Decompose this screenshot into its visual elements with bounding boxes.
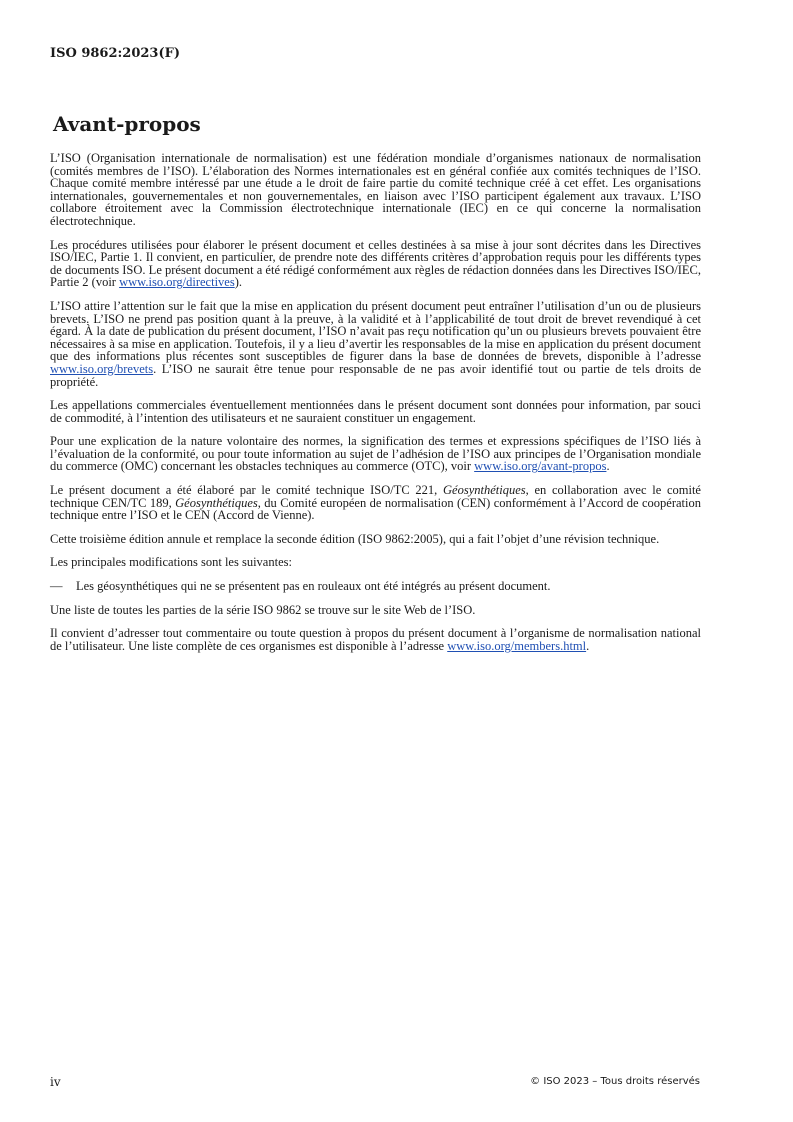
paragraph-text: . (606, 459, 610, 474)
directives-link[interactable]: www.iso.org/directives (119, 275, 235, 290)
copyright-notice: © ISO 2023 – Tous droits réservés (530, 1076, 700, 1087)
paragraph-changes-intro: Les principales modifications sont les suivantes: (50, 555, 292, 570)
paragraph-text: Il convient d’adresser tout commentaire ou toute question à propos du présent document à l’organisme de normalisation national de l’utilisateur. Une liste complète de ces organismes est disponible à l’adresse (50, 626, 701, 653)
page-number: iv (50, 1075, 61, 1089)
paragraph-feedback (50, 627, 701, 652)
patents-link[interactable]: www.iso.org/brevets (50, 361, 154, 376)
paragraph-text: , en collaboration avec le comité technique CEN/TC 189, (50, 483, 701, 510)
paragraph-iso-intro: L’ISO (Organisation internationale de normalisation) est une fédération mondiale d’organismes nationaux de normalisation (comités membres de l’ISO). L’élaboration des Normes internationales est en général confiée aux comités techniques de l’ISO. Chaque comité membre intéressé par une étude a le droit de faire partie du comité technique créé à cet effet. Les organisations internationales, gouvernementales et non gouvernementales, en liaison avec l’ISO participent également aux travaux. L’ISO collabore étroitement avec la Commission électrotechnique internationale (IEC) en ce qui concerne la normalisation électrotechnique. (50, 151, 701, 228)
paragraph-text: . (586, 638, 590, 653)
paragraph-edition: Cette troisième édition annule et remplace la seconde édition (ISO 9862:2005), qui a fait l’objet d’une révision technique. (50, 531, 660, 546)
paragraph-text: . L’ISO ne saurait être tenue pour responsable de ne pas avoir identifié tout ou partie de tels droits de propriété. (50, 361, 701, 389)
paragraph-directives (50, 239, 701, 289)
list-dash: — (50, 579, 63, 594)
paragraph-text: Le présent document a été élaboré par le comité technique ISO/TC 221, (50, 483, 444, 498)
committee-title: Géosynthétiques (175, 495, 258, 510)
page-title: Avant-propos (53, 112, 201, 136)
paragraph-text: L’ISO attire l’attention sur le fait que la mise en application du présent document peut entraîner l’utilisation d’un ou de plusieurs brevets. L’ISO ne prend pas position quant à la preuve, à la validité et à l’applicabilité de tout droit de brevet revendiqué à cet égard. À la date de publication du présent document, l’ISO n’avait pas reçu notification qu’un ou plusieurs brevets pouvaient être nécessaires à sa mise en application. Toutefois, il y a lieu d’avertir les responsables de la mise en application du présent document que des informations plus récentes sont susceptibles de figurer dans la base de données de brevets, disponible à l’adresse (50, 298, 701, 364)
list-item (50, 580, 701, 593)
paragraph-committee (50, 484, 701, 522)
paragraph-trade-names: Les appellations commerciales éventuellement mentionnées dans le présent document sont données pour information, par souci de commodité, à l’intention des utilisateurs et ne sauraient constituer un engagement. (50, 398, 701, 425)
members-link[interactable]: www.iso.org/members.html (447, 638, 587, 653)
document-id: ISO 9862:2023(F) (50, 46, 181, 61)
foreword-link[interactable]: www.iso.org/avant-propos (474, 459, 607, 474)
paragraph-voluntary-nature (50, 435, 701, 473)
paragraph-series: Une liste de toutes les parties de la série ISO 9862 se trouve sur le site Web de l’ISO. (50, 602, 476, 617)
committee-title: Géosynthétiques (443, 483, 526, 498)
paragraph-patents (50, 300, 701, 388)
list-item-text: Les géosynthétiques qui ne se présentent pas en rouleaux ont été intégrés au présent document. (76, 579, 551, 594)
paragraph-text: ). (234, 275, 242, 290)
paragraph-text: Pour une explication de la nature volontaire des normes, la signification des termes et expressions spécifiques de l’ISO liés à l’évaluation de la conformité, ou pour toute information au sujet de l’adhésion de l’ISO aux principes de l’Organisation mondiale du commerce (OMC) concernant les obstacles techniques au commerce (OTC), voir (50, 434, 701, 474)
paragraph-text: , du Comité européen de normalisation (CEN) conformément à l’Accord de coopération technique entre l’ISO et le CEN (Accord de Vienne). (50, 495, 701, 523)
foreword-body (50, 152, 701, 652)
paragraph-text: Les procédures utilisées pour élaborer le présent document et celles destinées à sa mise à jour sont décrites dans les Directives ISO/IEC, Partie 1. Il convient, en particulier, de prendre note des différents critères d’approbation requis pour les différents types de documents ISO. Le présent document a été rédigé conformément aux règles de rédaction données dans les Directives ISO/IEC, Partie 2 (voir (50, 237, 701, 290)
